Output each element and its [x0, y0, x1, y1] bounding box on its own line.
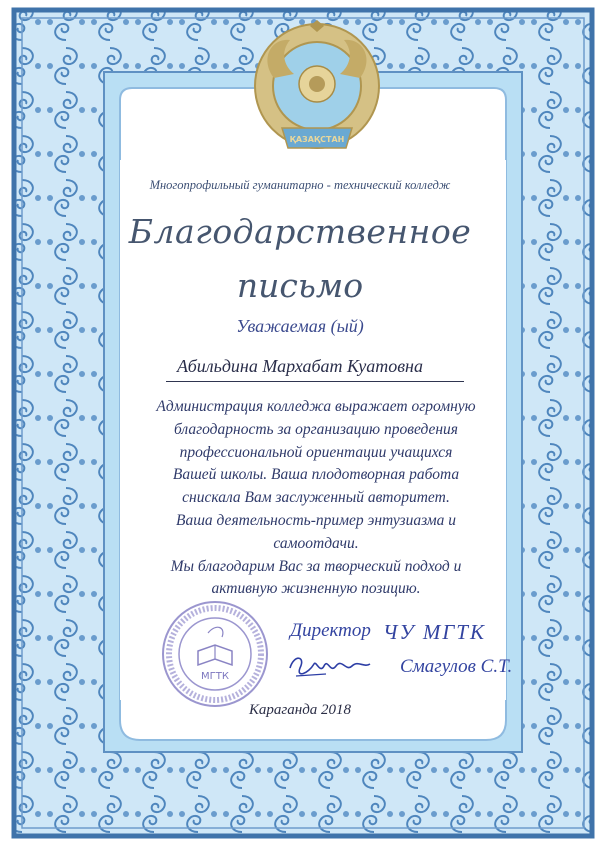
- body-line: активную жизненную позицию.: [211, 580, 421, 598]
- body-line: снискала Вам заслуженный авторитет.: [182, 489, 450, 507]
- letter-body: [120, 396, 512, 601]
- greeting: Уважаемая (ый): [236, 316, 364, 336]
- emblem-text: ҚАЗАҚСТАН: [289, 135, 345, 144]
- director-label: Директор: [290, 620, 371, 641]
- state-emblem: [250, 20, 384, 168]
- college-stamp: [160, 599, 270, 709]
- signer-name: Смагулов С.Т.: [400, 656, 513, 677]
- title-line-1: Благодарственное: [128, 212, 472, 251]
- body-line: Ваша деятельность-пример энтузиазма и: [175, 511, 456, 529]
- handwritten-signature: [286, 648, 372, 684]
- body-line: благодарность за организацию проведения: [173, 420, 459, 438]
- body-line: Мы благодарим Вас за творческий подход и: [170, 557, 462, 575]
- body-line: Администрация колледжа выражает огромную: [156, 398, 476, 415]
- college-name: Многопрофильный гуманитарно - технический колледж: [149, 178, 451, 192]
- recipient-underline: [166, 381, 464, 382]
- stamp-text: МГТК: [201, 671, 229, 682]
- body-line: самоотдачи.: [273, 534, 359, 552]
- title-line-2: письмо: [236, 266, 364, 305]
- body-line: профессиональной ориентации учащихся: [179, 443, 453, 461]
- director-org: ЧУ МГТК: [383, 620, 486, 644]
- recipient-name: Абильдина Мархабат Куатовна: [177, 356, 423, 376]
- body-line: Вашей школы. Ваша плодотворная работа: [172, 466, 460, 484]
- city-year: Караганда 2018: [248, 702, 352, 718]
